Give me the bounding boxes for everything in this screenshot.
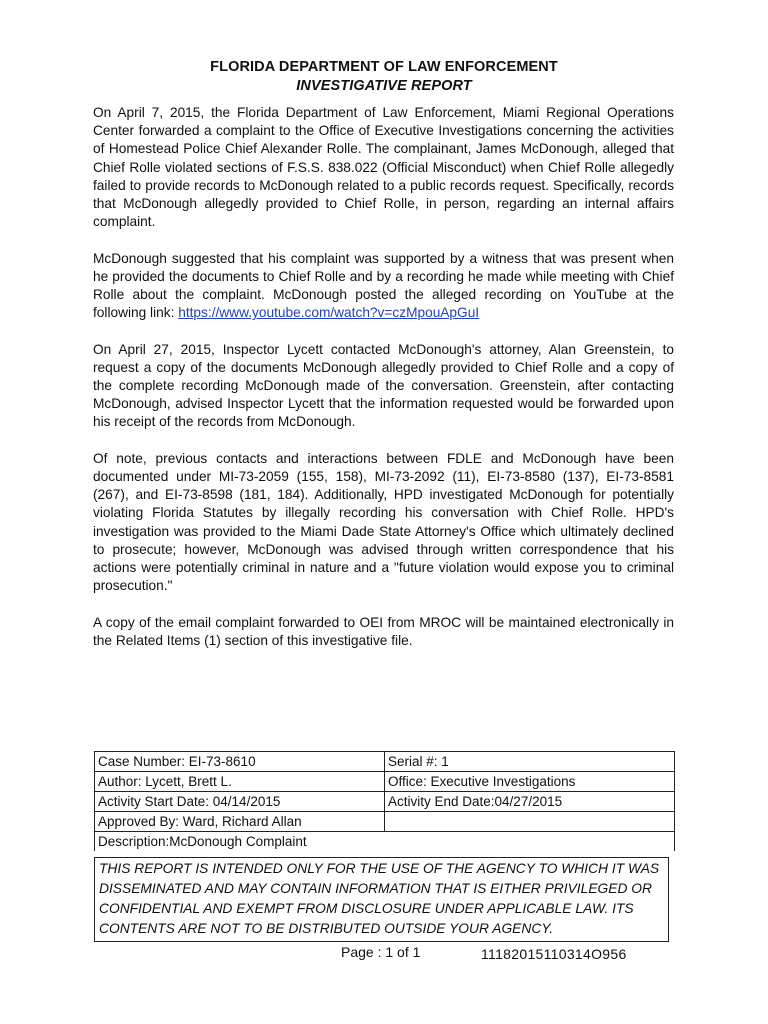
empty-cell	[385, 812, 675, 832]
description-cell: Description:McDonough Complaint	[95, 832, 675, 852]
page-number: Page : 1 of 1	[341, 944, 421, 960]
case-number-cell: Case Number: EI-73-8610	[95, 752, 385, 772]
paragraph-1: On April 7, 2015, the Florida Department of Law Enforcement, Miami Regional Operations Center forwarded a complaint to the Office of Executive Investigations concerning the activities of Homestead Police Chief Alexander Rolle. The complainant, James McDonough, alleged that Chief Rolle violated sections of F.S.S. 838.022 (Official Misconduct) when Chief Rolle allegedly failed to provide records to McDonough related to a public records request. Specifically, records that McDonough allegedly provided to Chief Rolle, in person, regarding an internal affairs complaint.	[93, 105, 674, 230]
report-type-title: INVESTIGATIVE REPORT	[296, 78, 472, 94]
paragraph-3: On April 27, 2015, Inspector Lycett contacted McDonough's attorney, Alan Greenstein, to request a copy of the documents McDonough allegedly provided to Chief Rolle and a copy of the complete recording McDonough made of the conversation. Greenstein, after contacting McDonough, advised Inspector Lycett that the information requested would be forwarded upon his receipt of the records from McDonough.	[93, 341, 674, 430]
author-cell: Author: Lycett, Brett L.	[95, 772, 385, 792]
document-id: 11182015110314O956	[481, 946, 627, 962]
approved-by-cell: Approved By: Ward, Richard Allan	[95, 812, 385, 832]
serial-cell: Serial #: 1	[385, 752, 675, 772]
table-row	[95, 772, 675, 792]
paragraph-2	[93, 250, 674, 323]
end-date-cell: Activity End Date:04/27/2015	[385, 792, 675, 812]
table-row	[95, 832, 675, 852]
agency-title: FLORIDA DEPARTMENT OF LAW ENFORCEMENT	[210, 59, 558, 75]
table-row	[95, 752, 675, 772]
paragraph-4: Of note, previous contacts and interactions between FDLE and McDonough have been documented under MI-73-2059 (155, 158), MI-73-2092 (11), EI-73-8580 (137), EI-73-8581 (267), and EI-73-8598 (181, 184). Additionally, HPD investigated McDonough for potentially violating Florida Statutes by illegally recording his conversation with Chief Rolle. HPD's investigation was provided to the Miami Dade State Attorney's Office which ultimately declined to prosecute; however, McDonough was advised through written correspondence that his actions were potentially criminal in nature and a "future violation would expose you to criminal prosecution."	[93, 450, 674, 594]
table-row	[95, 792, 675, 812]
confidentiality-notice: THIS REPORT IS INTENDED ONLY FOR THE USE OF THE AGENCY TO WHICH IT WAS DISSEMINATED AND MAY CONTAIN INFORMATION THAT IS EITHER PRIVILEGED OR CONFIDENTIAL AND EXEMPT FROM DISCLOSURE UNDER APPLICABLE LAW. ITS CONTENTS ARE NOT TO BE DISTRIBUTED OUTSIDE YOUR AGENCY.	[94, 857, 669, 942]
start-date-cell: Activity Start Date: 04/14/2015	[95, 792, 385, 812]
office-cell: Office: Executive Investigations	[385, 772, 675, 792]
report-body	[93, 104, 674, 668]
table-row	[95, 812, 675, 832]
paragraph-2-text: McDonough suggested that his complaint was supported by a witness that was present when he provided the documents to Chief Rolle and by a recording he made while meeting with Chief Rolle about the complaint. McDonough posted the alleged recording on YouTube at the following link:	[93, 250, 674, 321]
paragraph-5: A copy of the email complaint forwarded to OEI from MROC will be maintained electronically in the Related Items (1) section of this investigative file.	[93, 614, 674, 648]
case-info-table	[94, 751, 675, 851]
youtube-link[interactable]: https://www.youtube.com/watch?v=czMpouApGuI	[178, 305, 480, 321]
